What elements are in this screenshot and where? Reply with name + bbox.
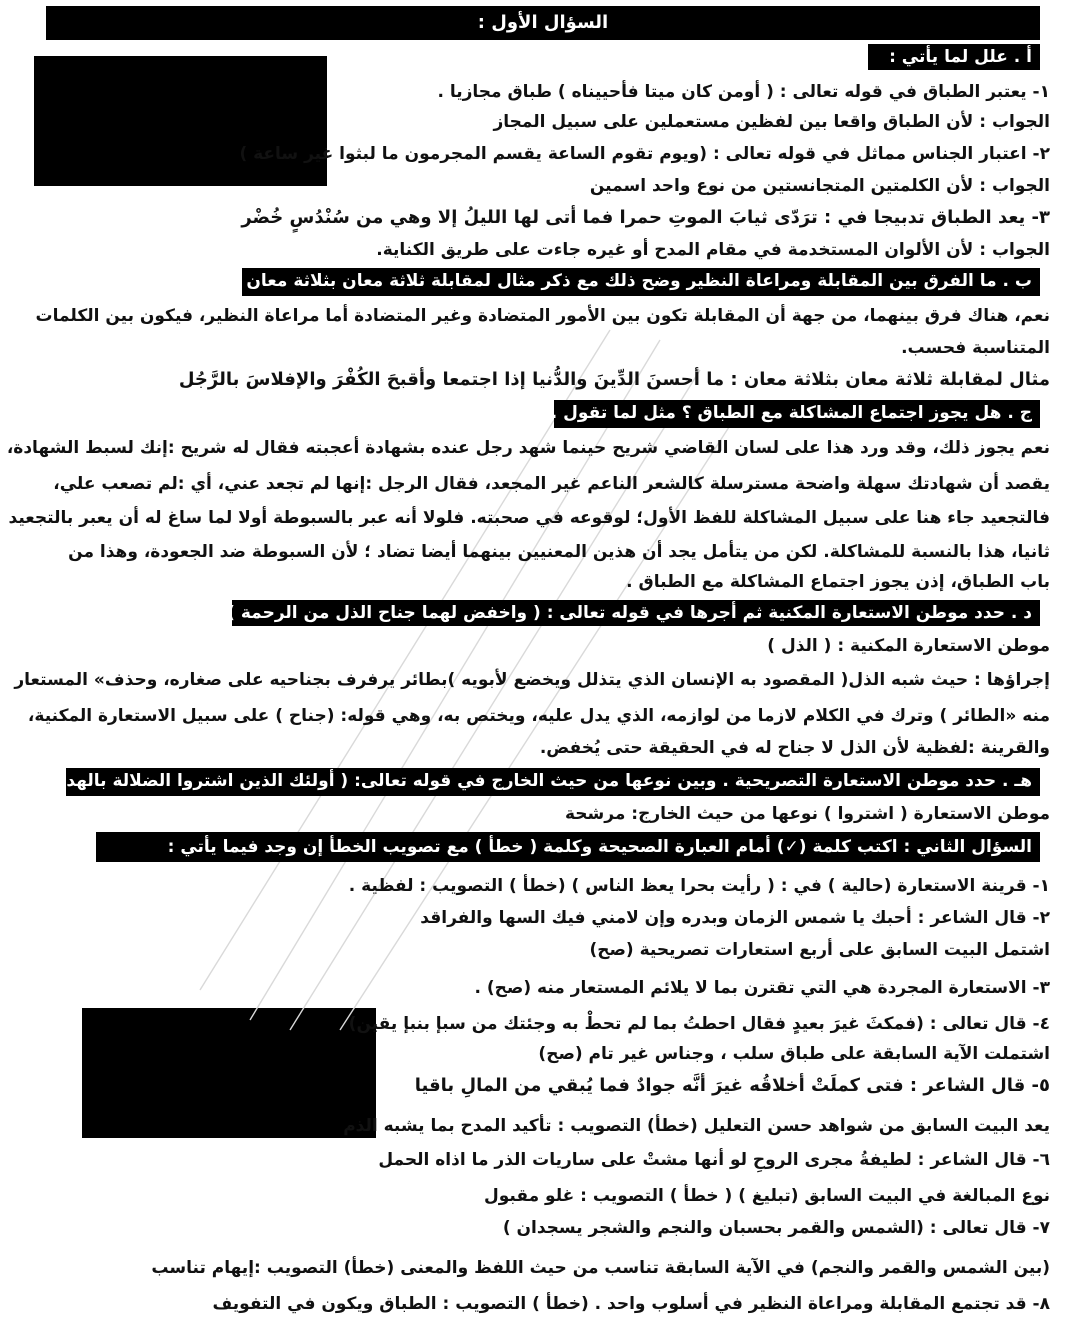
b-line-1: نعم، هناك فرق بينهما، من جهة أن المقابلة تكون بين الأمور المتضادة وغير المتضادة أما مراعاة النظير، فيكون بين الكلمات <box>35 306 1050 326</box>
b-line-3: مثال لمقابلة ثلاثة معان بثلاثة معان : ما أحسنَ الدِّينَ والدُّنيا إذا اجتمعا وأقبحَ الكُفْرَ والإفلاسَ بالرَّجُل <box>178 369 1050 390</box>
c-line-4: ثانيا، هذا بالنسبة للمشاكلة. لكن من يتأمل يجد أن هذين المعنيين بينهما أيضا تضاد ؛ لأن السبوطة ضد الجعودة، وهذا من <box>68 542 1050 562</box>
d-line-2: إجراؤها : حيث شبه الذل( المقصود به الإنسان الذي يتذلل ويخضع لأبويه )بطائر يرفرف بجناحيه على صغاره، وحذف» المستعار <box>14 670 1050 690</box>
section-b-header: ب . ما الفرق بين المقابلة ومراعاة النظير وضح ذلك مع ذكر مثال لمقابلة ثلاثة معان بثلاثة معان <box>242 268 1040 296</box>
q2-item-6-verse: ٦- قال الشاعر : لطيفةُ مجرى الروحِ لو أنها مشتْ على ساريات الذر ما اذاه الحمل <box>378 1150 1050 1170</box>
q2-item-2-verse: ٢- قال الشاعر : أحبك يا شمس الزمان وبدره وإن لامني فيك السها والفراقد <box>420 908 1050 928</box>
q2-item-5-statement: يعد البيت السابق من شواهد حسن التعليل (خطأ) التصويب : تأكيد المدح بما يشبه الذم <box>343 1116 1050 1136</box>
c-line-3: فالتجعيد جاء هنا على سبيل المشاكلة للفظ الأول؛ لوقوعه في صحبته. فلولا أنه عبر بالسبوطة أولا لما ساغ له أن يعبر بالتجعيد <box>8 508 1050 528</box>
q2-item-7-verse: ٧- قال تعالى : (الشمس والقمر بحسبان والنجم والشجر يسجدان ) <box>502 1218 1050 1238</box>
section-e-header: هـ . حدد موطن الاستعارة التصريحية . وبين نوعها من حيث الخارج في قوله تعالى: ( أولئك الذين اشتروا الضلالة بالهدى ) <box>66 768 1040 796</box>
q2-item-4-statement: اشتملت الآية السابقة على طباق سلب ، وجناس غير تام (صح) <box>538 1044 1050 1064</box>
b-line-2: المتناسبة فحسب. <box>901 338 1050 358</box>
a2-answer: الجواب : لأن الكلمتين المتجانستين من نوع واحد اسمين <box>589 176 1050 196</box>
section-a-header: أ . علل لما يأتي : <box>868 44 1040 70</box>
a3-question: ٣- يعد الطباق تدبيجا في : ترَدّى ثيابَ الموتِ حمرا فما أتى لها الليلُ إلا وهي من سُنْدُسٍ خُضْر <box>241 207 1050 228</box>
question-two-header: السؤال الثاني : اكتب كلمة (✓) أمام العبارة الصحيحة وكلمة ( خطأ ) مع تصويب الخطأ إن وجد فيما يأتي : <box>96 832 1040 862</box>
c-line-5: باب الطباق، إذن يجوز اجتماع المشاكلة مع الطباق . <box>626 572 1050 592</box>
q2-item-4-verse: ٤- قال تعالى : (فمكثَ غيرَ بعيدٍ فقال احطتُ بما لم تحطْ به وجئتك من سبإ بنبإ يقين) <box>348 1014 1050 1034</box>
d-line-3: منه «الطائر ) وترك في الكلام لازما من لوازمه، الذي يدل عليه، ويختص به، وهي قوله: (جناح ) على سبيل الاستعارة المكنية، <box>27 706 1050 726</box>
a1-question: ١- يعتبر الطباق في قوله تعالى : ( أومن كان ميتا فأحييناه ) طباق مجازيا . <box>437 82 1050 102</box>
q2-item-7-statement: (بين الشمس والقمر والنجم) في الآية السابقة تناسب من حيث اللفظ والمعنى (خطأ) التصويب :إيهام تناسب <box>151 1258 1050 1278</box>
q2-item-3: ٣- الاستعارة المجردة هي التي تقترن بما لا يلائم المستعار منه (صح) . <box>474 978 1050 998</box>
c-line-2: يقصد أن شهادتك سهلة واضحة مسترسلة كالشعر الناعم غير المجعد، فقال الرجل :إنها لم تجعد عني، أي :لم تصعب علي، <box>53 474 1050 494</box>
a2-question: ٢- اعتبار الجناس مماثل في قوله تعالى : (ويوم تقوم الساعة يقسم المجرمون ما لبثوا غير ساعة ) <box>239 144 1050 164</box>
d-line-1: موطن الاستعارة المكنية : ( الذل ) <box>767 636 1050 656</box>
question-one-title: السؤال الأول : <box>46 6 1040 40</box>
c-line-1: نعم يجوز ذلك، وقد ورد هذا على لسان القاضي شريح حينما شهد رجل عنده بشهادة أعجبته فقال له شريح :إنك لسبط الشهادة، <box>6 438 1050 458</box>
q2-item-5-verse: ٥- قال الشاعر : فتى كملَتْ أخلاقُه غيرَ أنَّه جوادٌ فما يُبقي من المالِ باقيا <box>414 1075 1050 1096</box>
d-line-4: والقرينة :لفظية لأن الذل لا جناح له في الحقيقة حتى يُخفض. <box>539 738 1050 758</box>
section-d-header: د . حدد موطن الاستعارة المكنية ثم أجرها في قوله تعالى : ( واخفض لهما جناح الذل من الرحمة ) <box>232 600 1040 626</box>
section-c-header: ج . هل يجوز اجتماع المشاكلة مع الطباق ؟ مثل لما تقول . <box>554 400 1040 428</box>
a1-answer: الجواب : لأن الطباق واقعا بين لفظين مستعملين على سبيل المجاز <box>493 112 1050 132</box>
e-line-1: موطن الاستعارة ( اشتروا ) نوعها من حيث الخارج: مرشحة <box>564 804 1050 824</box>
q2-item-6-statement: نوع المبالغة في البيت السابق (تبليغ ) ( خطأ ) التصويب : غلو مقبول <box>484 1186 1050 1206</box>
a3-answer: الجواب : لأن الألوان المستخدمة في مقام المدح أو غيره جاءت على طريق الكناية. <box>376 240 1050 260</box>
redaction-box-top <box>34 56 327 186</box>
q2-item-2-statement: اشتمل البيت السابق على أربع استعارات تصريحية (صح) <box>589 940 1050 960</box>
q2-item-1: ١- قرينة الاستعارة (حالية ) في : ( رأيت بحرا يعظ الناس ) (خطأ ) التصويب : لفظية . <box>348 876 1050 896</box>
q2-item-8: ٨- قد تجتمع المقابلة ومراعاة النظير في أسلوب واحد . (خطأ ) التصويب : الطباق ويكون في التفويف <box>212 1294 1050 1314</box>
